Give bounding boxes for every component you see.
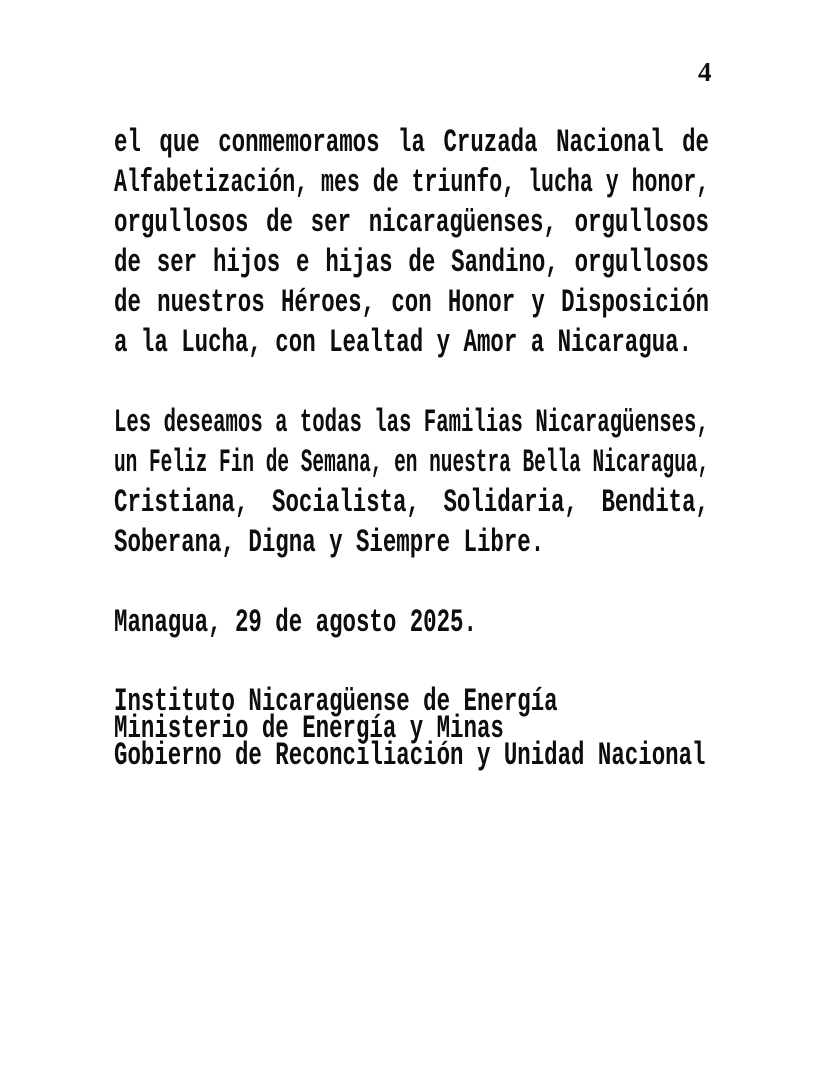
text-line: a la Lucha, con Lealtad y Amor a Nicaragua. <box>114 324 693 361</box>
signature-block <box>114 683 825 774</box>
text-line: Alfabetización, mes de triunfo, lucha y honor, <box>114 164 710 201</box>
paragraph-2 <box>114 403 825 563</box>
text-line: Cristiana, Socialista, Solidaria, Bendita, <box>114 484 709 521</box>
text-line: Les deseamos a todas las Familias Nicaragüenses, <box>114 404 709 441</box>
text-line: Managua, 29 de agosto 2025. <box>114 604 477 641</box>
page-number: 4 <box>698 57 712 87</box>
text-line: el que conmemoramos la Cruzada Nacional de <box>114 124 709 161</box>
signature-line-institute: Instituto Nicaragüense de Energía <box>114 683 558 720</box>
paragraph-1 <box>114 123 825 363</box>
text-line: orgullosos de ser nicaragüenses, orgullosos <box>114 204 709 241</box>
text-line: un Feliz Fin de Semana, en nuestra Bella Nicaragua, <box>114 444 710 481</box>
signature-line-government: Gobierno de Reconciliación y Unidad Nacional <box>114 737 706 774</box>
text-line: de nuestros Héroes, con Honor y Disposición <box>114 284 709 321</box>
text-line: Soberana, Digna y Siempre Libre. <box>114 524 545 561</box>
signature-line-ministry: Ministerio de Energía y Minas <box>114 710 504 747</box>
date-line <box>114 603 632 643</box>
text-line: de ser hijos e hijas de Sandino, orgullosos <box>114 244 709 281</box>
